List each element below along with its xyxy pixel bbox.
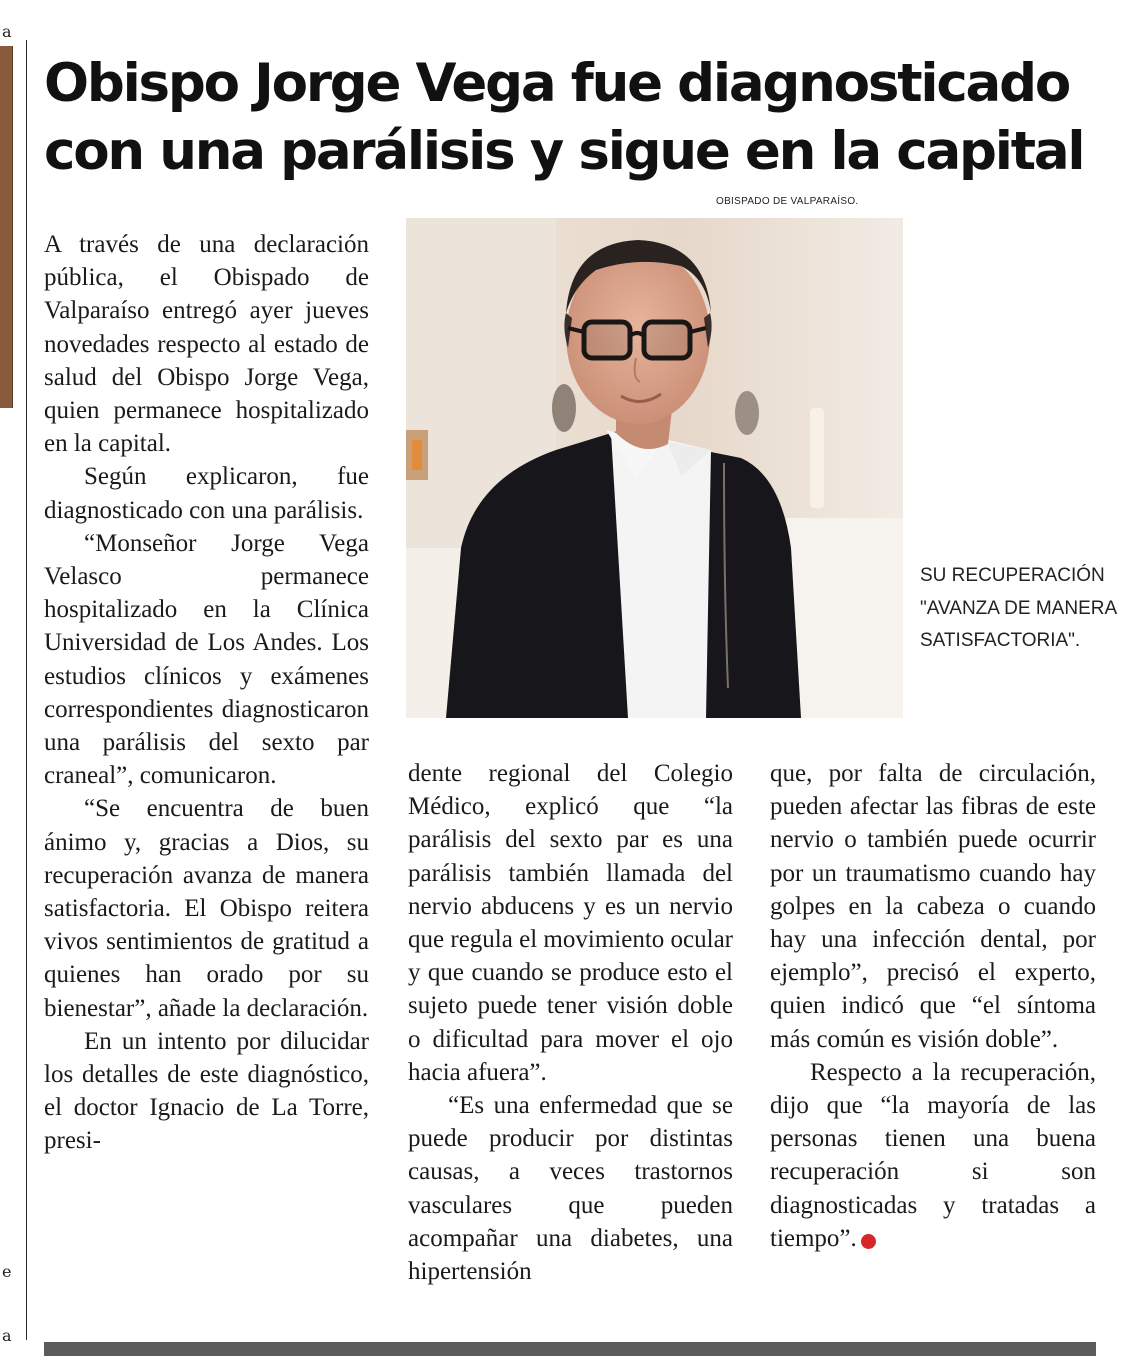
margin-fragment-2: e	[2, 1262, 12, 1281]
article-column-2	[408, 757, 733, 1288]
photo-caption: SU RECUPERACIÓN "AVANZA DE MANERA SATISFACTORIA".	[920, 565, 1117, 651]
column-divider-rule	[26, 40, 27, 1340]
article-column-1	[44, 228, 369, 1158]
bishop-photo	[406, 218, 903, 718]
paragraph: “Se encuentra de buen ánimo y, gracias a Dios, su recuperación avanza de manera satisfactoria. El Obispo reitera vivos sentimientos de gratitud a quienes han orado por su bienestar”, añade la declaración.	[44, 795, 369, 1022]
paragraph-text: Respecto a la recuperación, dijo que “la mayoría de las personas tienen una buena recuperación si son diagnosticadas y tratadas a tiempo”.	[770, 1058, 1096, 1252]
adjacent-image-border	[12, 46, 13, 408]
paragraph: A través de una declaración pública, el Obispado de Valparaíso entregó ayer jueves novedades respecto al estado de salud del Obispo Jorge Vega, quien permanece hospitalizado en la capital.	[44, 231, 369, 458]
paragraph: “Monseñor Jorge Vega Velasco permanece hospitalizado en la Clínica Universidad de Los Andes. Los estudios clínicos y exámenes correspondientes diagnosticaron una parálisis del sexto par craneal”, comunicaron.	[44, 529, 369, 790]
paragraph: que, por falta de circulación, pueden afectar las fibras de este nervio o también puede ocurrir por un traumatismo cuando hay golpes en la cabeza o cuando hay una infección dental, por ejemplo”, precisó el experto, quien indicó que “el síntoma más común es visión doble”.	[770, 760, 1096, 1053]
end-of-article-icon: ✪	[861, 1234, 876, 1249]
paragraph: En un intento por dilucidar los detalles de este diagnóstico, el doctor Ignacio de La Torre, presi-	[44, 1027, 369, 1155]
article-headline: Obispo Jorge Vega fue diagnosticado con una parálisis y sigue en la capital	[44, 53, 1084, 182]
bottom-rule-bar	[44, 1342, 1096, 1356]
paragraph: “Es una enfermedad que se puede producir por distintas causas, a veces trastornos vasculares que pueden acompañar una diabetes, una hipertensión	[408, 1092, 733, 1286]
paragraph: Según explicaron, fue diagnosticado con una parálisis.	[44, 463, 369, 524]
margin-fragment-1: a	[2, 22, 12, 41]
adjacent-article-image-edge	[0, 46, 12, 408]
margin-fragment-3: a	[2, 1326, 12, 1345]
paragraph	[770, 1056, 1096, 1255]
paragraph: dente regional del Colegio Médico, explicó que “la parálisis del sexto par es una parálisis también llamada del nervio abducens y es un nervio que regula el movimiento ocular y que cuando se produce esto el sujeto puede tener visión doble o dificultad para mover el ojo hacia afuera”.	[408, 760, 733, 1086]
article-column-3	[770, 757, 1096, 1255]
photo-credit: OBISPADO DE VALPARAÍSO.	[716, 196, 859, 207]
